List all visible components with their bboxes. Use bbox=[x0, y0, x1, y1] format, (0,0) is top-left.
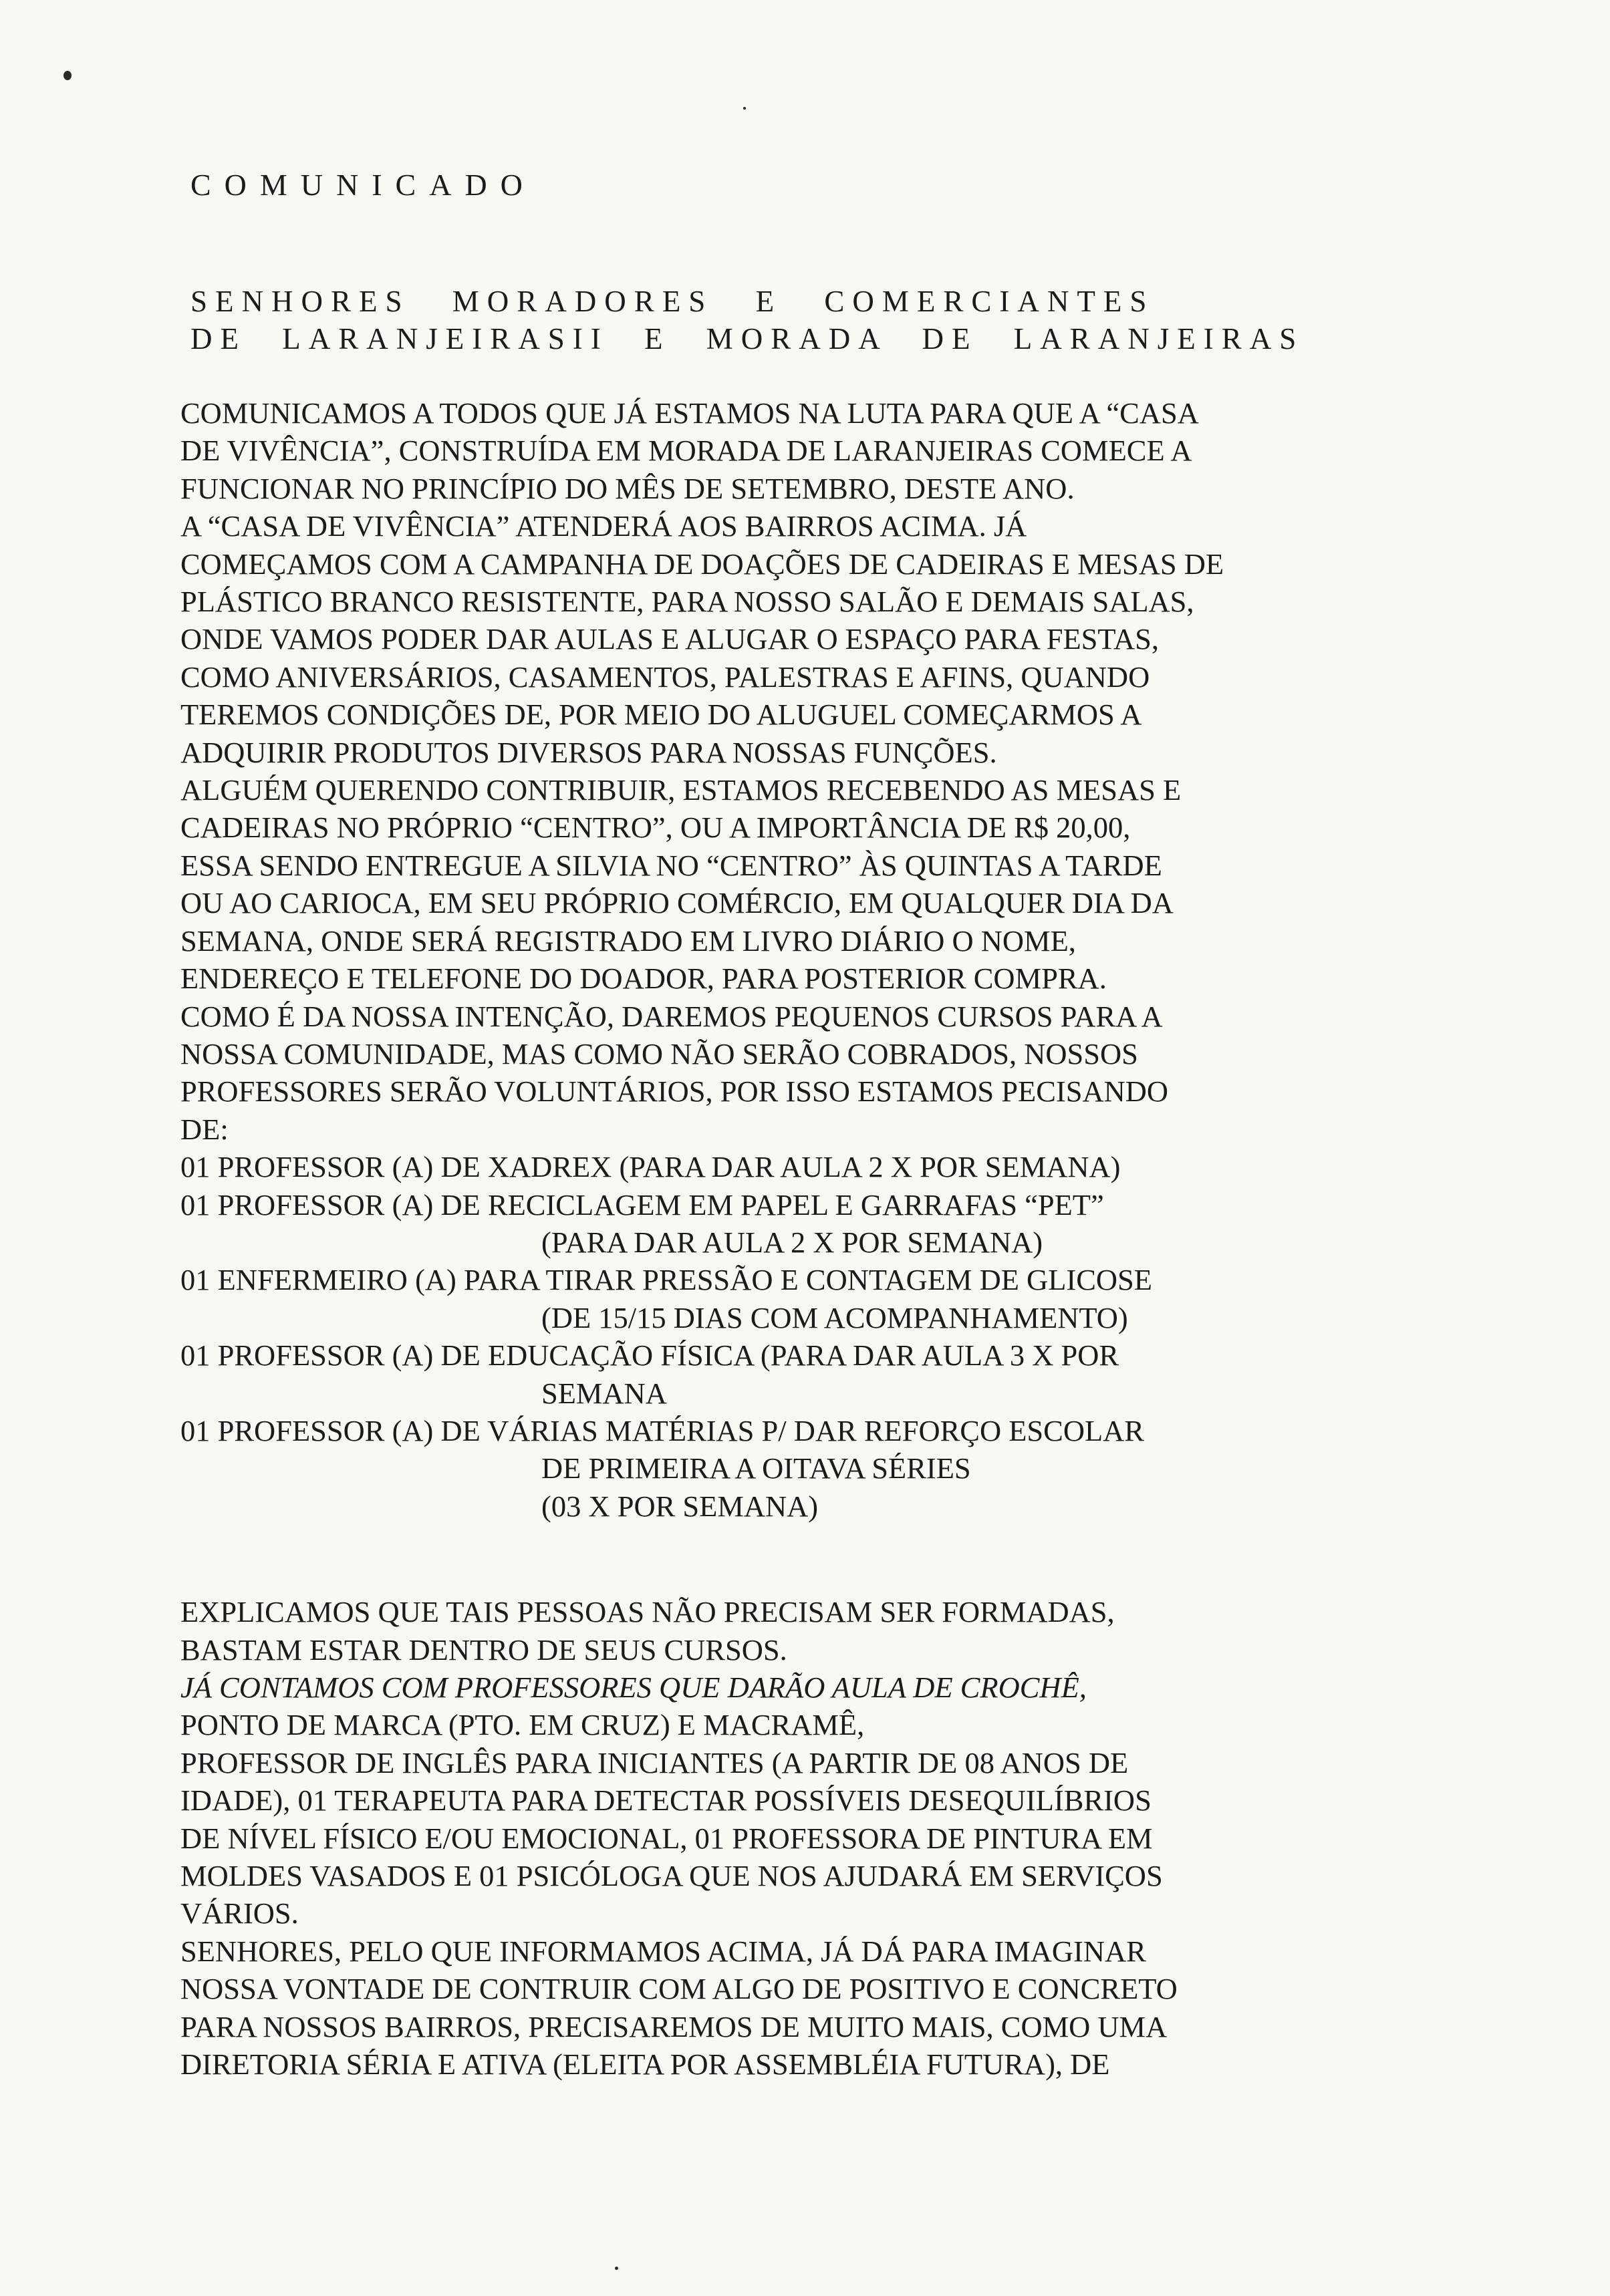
body-line: CADEIRAS NO PRÓPRIO “CENTRO”, OU A IMPORTÂNCIA DE R$ 20,00, bbox=[180, 811, 1131, 845]
addressee-line: SENHORES MORADORES E COMERCIANTES bbox=[190, 285, 1155, 318]
body-line: DE: bbox=[180, 1112, 229, 1146]
body-line: COMO É DA NOSSA INTENÇÃO, DAREMOS PEQUENOS CURSOS PARA A bbox=[180, 999, 1163, 1033]
body-line: PROFESSOR DE INGLÊS PARA INICIANTES (A PARTIR DE 08 ANOS DE bbox=[180, 1745, 1129, 1779]
list-item-detail: (DE 15/15 DIAS COM ACOMPANHAMENTO) bbox=[541, 1300, 1128, 1334]
body-line: COMO ANIVERSÁRIOS, CASAMENTOS, PALESTRAS E AFINS, QUANDO bbox=[180, 660, 1150, 694]
list-item-detail: (PARA DAR AULA 2 X POR SEMANA) bbox=[541, 1225, 1043, 1259]
body-line: NOSSA VONTADE DE CONTRUIR COM ALGO DE POSITIVO E CONCRETO bbox=[180, 1972, 1178, 2006]
body-line: ONDE VAMOS PODER DAR AULAS E ALUGAR O ESPAÇO PARA FESTAS, bbox=[180, 622, 1160, 656]
body-line: VÁRIOS. bbox=[180, 1896, 299, 1930]
body-line: DE NÍVEL FÍSICO E/OU EMOCIONAL, 01 PROFESSORA DE PINTURA EM bbox=[180, 1821, 1153, 1855]
body-line: ALGUÉM QUERENDO CONTRIBUIR, ESTAMOS RECEBENDO AS MESAS E bbox=[180, 773, 1182, 807]
body-line: ESSA SENDO ENTREGUE A SILVIA NO “CENTRO” ÀS QUINTAS A TARDE bbox=[180, 848, 1162, 882]
list-item: 01 PROFESSOR (A) DE EDUCAÇÃO FÍSICA (PARA DAR AULA 3 X POR bbox=[180, 1338, 1119, 1373]
body-line: JÁ CONTAMOS COM PROFESSORES QUE DARÃO AULA DE CROCHÊ, bbox=[180, 1671, 1087, 1704]
list-item: 01 PROFESSOR (A) DE RECICLAGEM EM PAPEL E GARRAFAS “PET” bbox=[180, 1187, 1104, 1222]
body-line: ENDEREÇO E TELEFONE DO DOADOR, PARA POSTERIOR COMPRA. bbox=[180, 962, 1107, 996]
body-line: FUNCIONAR NO PRINCÍPIO DO MÊS DE SETEMBRO, DESTE ANO. bbox=[180, 471, 1075, 505]
body-line: PONTO DE MARCA (PTO. EM CRUZ) E MACRAMÊ, bbox=[180, 1708, 865, 1742]
scan-speck bbox=[743, 107, 746, 110]
body-line: PROFESSORES SERÃO VOLUNTÁRIOS, POR ISSO ESTAMOS PECISANDO bbox=[180, 1074, 1169, 1109]
document-title: COMUNICADO bbox=[190, 168, 536, 202]
body-line: IDADE), 01 TERAPEUTA PARA DETECTAR POSSÍVEIS DESEQUILÍBRIOS bbox=[180, 1783, 1152, 1818]
list-item-detail: DE PRIMEIRA A OITAVA SÉRIES bbox=[541, 1451, 971, 1485]
body-line: SENHORES, PELO QUE INFORMAMOS ACIMA, JÁ DÁ PARA IMAGINAR bbox=[180, 1934, 1146, 1968]
body-line: PLÁSTICO BRANCO RESISTENTE, PARA NOSSO SALÃO E DEMAIS SALAS, bbox=[180, 585, 1194, 619]
body-line: EXPLICAMOS QUE TAIS PESSOAS NÃO PRECISAM SER FORMADAS, bbox=[180, 1595, 1115, 1629]
document-body bbox=[180, 394, 1450, 2083]
body-line: MOLDES VASADOS E 01 PSICÓLOGA QUE NOS AJUDARÁ EM SERVIÇOS bbox=[180, 1859, 1163, 1893]
list-item-detail: (03 X POR SEMANA) bbox=[541, 1489, 819, 1523]
body-line: ADQUIRIR PRODUTOS DIVERSOS PARA NOSSAS FUNÇÕES. bbox=[180, 735, 997, 769]
body-line: PARA NOSSOS BAIRROS, PRECISAREMOS DE MUITO MAIS, COMO UMA bbox=[180, 2009, 1168, 2043]
scan-speck bbox=[63, 71, 72, 80]
body-line: COMEÇAMOS COM A CAMPANHA DE DOAÇÕES DE CADEIRAS E MESAS DE bbox=[180, 547, 1224, 581]
body-line: COMUNICAMOS A TODOS QUE JÁ ESTAMOS NA LUTA PARA QUE A “CASA bbox=[180, 396, 1199, 430]
body-line: BASTAM ESTAR DENTRO DE SEUS CURSOS. bbox=[180, 1632, 787, 1667]
body-line: SEMANA, ONDE SERÁ REGISTRADO EM LIVRO DIÁRIO O NOME, bbox=[180, 923, 1076, 958]
list-item: 01 PROFESSOR (A) DE VÁRIAS MATÉRIAS P/ DAR REFORÇO ESCOLAR bbox=[180, 1413, 1144, 1447]
body-line: A “CASA DE VIVÊNCIA” ATENDERÁ AOS BAIRROS ACIMA. JÁ bbox=[180, 509, 1027, 543]
list-item: 01 PROFESSOR (A) DE XADREX (PARA DAR AULA 2 X POR SEMANA) bbox=[180, 1150, 1121, 1184]
body-line: DE VIVÊNCIA”, CONSTRUÍDA EM MORADA DE LARANJEIRAS COMECE A bbox=[180, 434, 1192, 468]
body-line: OU AO CARIOCA, EM SEU PRÓPRIO COMÉRCIO, EM QUALQUER DIA DA bbox=[180, 886, 1174, 920]
list-item-detail: SEMANA bbox=[541, 1376, 667, 1410]
body-line: TEREMOS CONDIÇÕES DE, POR MEIO DO ALUGUEL COMEÇARMOS A bbox=[180, 698, 1142, 732]
list-item: 01 ENFERMEIRO (A) PARA TIRAR PRESSÃO E CONTAGEM DE GLICOSE bbox=[180, 1263, 1152, 1297]
addressee-line: DE LARANJEIRASII E MORADA DE LARANJEIRAS bbox=[190, 322, 1305, 355]
scan-speck bbox=[615, 2267, 618, 2270]
body-line: NOSSA COMUNIDADE, MAS COMO NÃO SERÃO COBRADOS, NOSSOS bbox=[180, 1036, 1138, 1070]
body-line: DIRETORIA SÉRIA E ATIVA (ELEITA POR ASSEMBLÉIA FUTURA), DE bbox=[180, 2047, 1110, 2082]
